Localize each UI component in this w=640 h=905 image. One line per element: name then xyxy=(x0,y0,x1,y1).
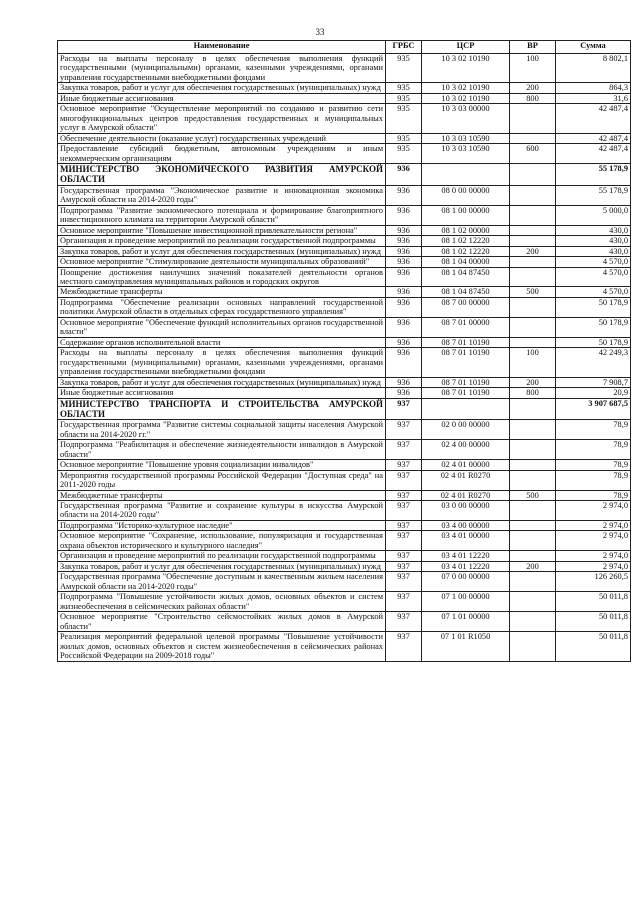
row-name: Основное мероприятие "Обеспечение функций исполнительных органов государственной власти" xyxy=(58,317,386,337)
row-grbs: 937 xyxy=(386,398,422,419)
row-sum: 430,0 xyxy=(556,236,631,246)
row-grbs: 936 xyxy=(386,164,422,185)
row-vr xyxy=(510,185,556,205)
row-csr: 08 1 04 87450 xyxy=(422,287,510,297)
table-row xyxy=(58,54,631,83)
row-name: Иные бюджетные ассигнования xyxy=(58,93,386,103)
table-row xyxy=(58,133,631,143)
row-csr: 03 4 01 00000 xyxy=(422,531,510,551)
table-row xyxy=(58,257,631,267)
row-csr: 03 4 01 12220 xyxy=(422,561,510,571)
row-grbs: 937 xyxy=(386,572,422,592)
row-grbs: 937 xyxy=(386,420,422,440)
table-row xyxy=(58,185,631,205)
row-vr xyxy=(510,267,556,287)
row-grbs: 936 xyxy=(386,185,422,205)
header-sum: Сумма xyxy=(556,41,631,54)
row-grbs: 937 xyxy=(386,632,422,661)
table-row xyxy=(58,246,631,256)
table-row xyxy=(58,440,631,460)
row-csr: 08 1 04 00000 xyxy=(422,257,510,267)
row-vr: 100 xyxy=(510,54,556,83)
row-name: Подпрограмма "Обеспечение реализации основных направлений государственной политики Амурской области в отдельных сферах государственного управления" xyxy=(58,297,386,317)
table-row xyxy=(58,287,631,297)
row-sum: 430,0 xyxy=(556,246,631,256)
row-sum: 2 974,0 xyxy=(556,551,631,561)
table-body xyxy=(58,54,631,662)
row-vr xyxy=(510,257,556,267)
row-csr: 10 3 02 10190 xyxy=(422,83,510,93)
row-sum: 20,9 xyxy=(556,388,631,398)
row-name: Организация и проведение мероприятий по реализации государственной подпрограммы xyxy=(58,236,386,246)
row-grbs: 937 xyxy=(386,561,422,571)
row-vr: 500 xyxy=(510,490,556,500)
row-csr: 08 7 01 10190 xyxy=(422,388,510,398)
row-vr xyxy=(510,337,556,347)
row-grbs: 937 xyxy=(386,531,422,551)
header-grbs: ГРБС xyxy=(386,41,422,54)
row-csr xyxy=(422,398,510,419)
row-csr: 02 4 01 R0270 xyxy=(422,490,510,500)
row-csr: 10 3 02 10190 xyxy=(422,93,510,103)
row-sum: 50 178,9 xyxy=(556,317,631,337)
table-row xyxy=(58,551,631,561)
table-row xyxy=(58,236,631,246)
row-sum: 126 260,5 xyxy=(556,572,631,592)
row-vr: 200 xyxy=(510,561,556,571)
table-row xyxy=(58,398,631,419)
row-grbs: 937 xyxy=(386,551,422,561)
row-vr xyxy=(510,632,556,661)
row-name: Подпрограмма "Развитие экономического потенциала и формирование благоприятного инвестиционного климата на территории Амурской области" xyxy=(58,205,386,225)
row-name: Иные бюджетные ассигнования xyxy=(58,388,386,398)
row-name: Государственная программа "Развитие и сохранение культуры в искусства Амурской области на 2014-2020 годы" xyxy=(58,501,386,521)
budget-table xyxy=(57,40,631,662)
row-grbs: 937 xyxy=(386,490,422,500)
row-sum: 78,9 xyxy=(556,490,631,500)
table-row xyxy=(58,388,631,398)
row-vr: 500 xyxy=(510,287,556,297)
row-grbs: 937 xyxy=(386,460,422,470)
row-csr: 08 1 02 00000 xyxy=(422,225,510,235)
row-vr xyxy=(510,612,556,632)
row-csr: 07 1 00 00000 xyxy=(422,592,510,612)
row-name: Мероприятия государственной программы Российской Федерации "Доступная среда" на 2011-2020 годы xyxy=(58,470,386,490)
row-grbs: 937 xyxy=(386,440,422,460)
row-vr xyxy=(510,205,556,225)
row-csr: 08 7 01 10190 xyxy=(422,348,510,377)
row-grbs: 936 xyxy=(386,317,422,337)
row-csr: 10 3 02 10190 xyxy=(422,54,510,83)
row-vr xyxy=(510,470,556,490)
row-sum: 4 570,0 xyxy=(556,287,631,297)
row-grbs: 935 xyxy=(386,83,422,93)
row-csr: 08 0 00 00000 xyxy=(422,185,510,205)
row-vr xyxy=(510,133,556,143)
table-row xyxy=(58,377,631,387)
row-vr xyxy=(510,501,556,521)
row-name: Основное мероприятие "Повышение уровня социализации инвалидов" xyxy=(58,460,386,470)
row-csr: 07 0 00 00000 xyxy=(422,572,510,592)
table-row xyxy=(58,470,631,490)
table-row xyxy=(58,531,631,551)
row-name: Основное мероприятие "Осуществление мероприятий по созданию и развитию сети многофункциональных центров предоставления государственных и муниципальных услуг в Амурской области" xyxy=(58,104,386,133)
row-sum: 42 249,3 xyxy=(556,348,631,377)
row-grbs: 936 xyxy=(386,297,422,317)
row-sum: 8 802,1 xyxy=(556,54,631,83)
row-grbs: 936 xyxy=(386,377,422,387)
row-grbs: 936 xyxy=(386,267,422,287)
row-name: Содержание органов исполнительной власти xyxy=(58,337,386,347)
row-sum: 78,9 xyxy=(556,470,631,490)
row-csr: 02 4 01 R0270 xyxy=(422,470,510,490)
row-name: Расходы на выплаты персоналу в целях обеспечения выполнения функций государственными (муниципальными) органами, казенными учреждениями, органами управления государственными внебюджетными фондами xyxy=(58,54,386,83)
table-row xyxy=(58,205,631,225)
row-grbs: 936 xyxy=(386,348,422,377)
row-name: Основное мероприятие "Строительство сейсмостойких жилых домов в Амурской области" xyxy=(58,612,386,632)
row-csr: 07 1 01 00000 xyxy=(422,612,510,632)
row-vr xyxy=(510,236,556,246)
row-vr xyxy=(510,420,556,440)
row-vr xyxy=(510,460,556,470)
table-row xyxy=(58,572,631,592)
row-sum: 42 487,4 xyxy=(556,133,631,143)
row-name: Подпрограмма "Историко-культурное наследие" xyxy=(58,520,386,530)
row-vr: 200 xyxy=(510,377,556,387)
row-name: Государственная программа "Обеспечение доступным и качественным жильем населения Амурской области на 2014-2020 годы" xyxy=(58,572,386,592)
row-vr xyxy=(510,398,556,419)
row-sum: 55 178,9 xyxy=(556,164,631,185)
row-sum: 2 974,0 xyxy=(556,531,631,551)
row-grbs: 936 xyxy=(386,225,422,235)
row-csr: 08 7 01 10190 xyxy=(422,377,510,387)
row-vr: 600 xyxy=(510,144,556,164)
row-csr: 08 1 02 12220 xyxy=(422,246,510,256)
row-name: МИНИСТЕРСТВО ТРАНСПОРТА И СТРОИТЕЛЬСТВА АМУРСКОЙ ОБЛАСТИ xyxy=(58,398,386,419)
table-row xyxy=(58,164,631,185)
row-sum: 50 011,8 xyxy=(556,632,631,661)
row-csr: 08 7 01 10190 xyxy=(422,337,510,347)
row-csr: 07 1 01 R1050 xyxy=(422,632,510,661)
row-name: Подпрограмма "Повышение устойчивости жилых домов, основных объектов и систем жизнеобеспечения в сейсмических районах области" xyxy=(58,592,386,612)
row-grbs: 936 xyxy=(386,337,422,347)
row-name: Основное мероприятие "Сохранение, использование, популяризация и государственная охрана объектов исторического и культурного наследия" xyxy=(58,531,386,551)
row-sum: 55 178,9 xyxy=(556,185,631,205)
row-sum: 4 570,0 xyxy=(556,257,631,267)
header-csr: ЦСР xyxy=(422,41,510,54)
table-row xyxy=(58,501,631,521)
row-grbs: 936 xyxy=(386,236,422,246)
row-sum: 50 178,9 xyxy=(556,297,631,317)
row-vr xyxy=(510,531,556,551)
row-sum: 4 570,0 xyxy=(556,267,631,287)
row-csr: 02 4 01 00000 xyxy=(422,460,510,470)
table-row xyxy=(58,93,631,103)
row-name: Государственная программа "Развитие системы социальной защиты населения Амурской области на 2014-2020 гг." xyxy=(58,420,386,440)
row-grbs: 937 xyxy=(386,470,422,490)
row-grbs: 937 xyxy=(386,520,422,530)
row-csr: 03 4 00 00000 xyxy=(422,520,510,530)
row-name: Закупка товаров, работ и услуг для обеспечения государственных (муниципальных) нужд xyxy=(58,83,386,93)
row-sum: 78,9 xyxy=(556,440,631,460)
row-name: Реализация мероприятий федеральной целевой программы "Повышение устойчивости жилых домов, основных объектов и систем жизнеобеспечения в сейсмических районах Российской Федерации на 2009-2018 годы" xyxy=(58,632,386,661)
row-name: Межбюджетные трансферты xyxy=(58,287,386,297)
row-csr: 08 1 02 12220 xyxy=(422,236,510,246)
row-sum: 50 011,8 xyxy=(556,592,631,612)
row-csr: 08 7 00 00000 xyxy=(422,297,510,317)
row-sum: 5 000,0 xyxy=(556,205,631,225)
row-grbs: 936 xyxy=(386,246,422,256)
row-name: Основное мероприятие "Стимулирование деятельности муниципальных образований" xyxy=(58,257,386,267)
table-row xyxy=(58,297,631,317)
row-name: Подпрограмма "Реабилитация и обеспечение жизнедеятельности инвалидов в Амурской области" xyxy=(58,440,386,460)
row-grbs: 936 xyxy=(386,388,422,398)
table-row xyxy=(58,420,631,440)
row-grbs: 937 xyxy=(386,592,422,612)
row-sum: 2 974,0 xyxy=(556,561,631,571)
header-name: Наименование xyxy=(58,41,386,54)
row-name: Расходы на выплаты персоналу в целях обеспечения выполнения функций государственными (муниципальными) органами, казенными учреждениями, органами управления государственными внебюджетными фондами xyxy=(58,348,386,377)
row-csr: 08 1 04 87450 xyxy=(422,267,510,287)
row-sum: 864,3 xyxy=(556,83,631,93)
table-row xyxy=(58,337,631,347)
row-name: Государственная программа "Экономическое развитие и инновационная экономика Амурской области на 2014-2020 годы" xyxy=(58,185,386,205)
row-grbs: 935 xyxy=(386,144,422,164)
row-sum: 78,9 xyxy=(556,460,631,470)
row-name: Закупка товаров, работ и услуг для обеспечения государственных (муниципальных) нужд xyxy=(58,561,386,571)
row-sum: 3 907 687,5 xyxy=(556,398,631,419)
row-vr xyxy=(510,104,556,133)
page-number: 33 xyxy=(315,27,325,37)
row-vr: 800 xyxy=(510,388,556,398)
row-csr: 02 0 00 00000 xyxy=(422,420,510,440)
row-csr: 10 3 03 10590 xyxy=(422,144,510,164)
row-sum: 50 011,8 xyxy=(556,612,631,632)
row-sum: 430,0 xyxy=(556,225,631,235)
row-grbs: 935 xyxy=(386,133,422,143)
row-sum: 2 974,0 xyxy=(556,520,631,530)
row-vr xyxy=(510,551,556,561)
row-csr: 02 4 00 00000 xyxy=(422,440,510,460)
row-csr xyxy=(422,164,510,185)
table-row xyxy=(58,225,631,235)
row-vr: 200 xyxy=(510,83,556,93)
row-vr xyxy=(510,440,556,460)
row-csr: 10 3 03 10590 xyxy=(422,133,510,143)
row-vr: 100 xyxy=(510,348,556,377)
table-row xyxy=(58,348,631,377)
row-name: Основное мероприятие "Повышение инвестиционной привлекательности региона" xyxy=(58,225,386,235)
row-csr: 10 3 03 00000 xyxy=(422,104,510,133)
table-row xyxy=(58,490,631,500)
row-sum: 78,9 xyxy=(556,420,631,440)
row-name: Закупка товаров, работ и услуг для обеспечения государственных (муниципальных) нужд xyxy=(58,246,386,256)
row-vr xyxy=(510,225,556,235)
table-row xyxy=(58,104,631,133)
row-name: Предоставление субсидий бюджетным, автономным учреждениям и иным некоммерческим организациям xyxy=(58,144,386,164)
row-name: Межбюджетные трансферты xyxy=(58,490,386,500)
row-csr: 03 4 01 12220 xyxy=(422,551,510,561)
row-grbs: 936 xyxy=(386,257,422,267)
table-row xyxy=(58,317,631,337)
table-row xyxy=(58,267,631,287)
row-vr: 800 xyxy=(510,93,556,103)
row-grbs: 936 xyxy=(386,287,422,297)
row-vr xyxy=(510,317,556,337)
table-row xyxy=(58,592,631,612)
row-name: МИНИСТЕРСТВО ЭКОНОМИЧЕСКОГО РАЗВИТИЯ АМУРСКОЙ ОБЛАСТИ xyxy=(58,164,386,185)
row-grbs: 935 xyxy=(386,104,422,133)
row-sum: 42 487,4 xyxy=(556,144,631,164)
row-csr: 03 0 00 00000 xyxy=(422,501,510,521)
row-vr xyxy=(510,164,556,185)
row-grbs: 937 xyxy=(386,612,422,632)
table-row xyxy=(58,632,631,661)
row-vr: 200 xyxy=(510,246,556,256)
row-grbs: 937 xyxy=(386,501,422,521)
row-sum: 50 178,9 xyxy=(556,337,631,347)
row-sum: 31,6 xyxy=(556,93,631,103)
table-row xyxy=(58,520,631,530)
row-sum: 2 974,0 xyxy=(556,501,631,521)
row-sum: 42 487,4 xyxy=(556,104,631,133)
table-row xyxy=(58,561,631,571)
row-csr: 08 1 00 00000 xyxy=(422,205,510,225)
table-row xyxy=(58,83,631,93)
row-vr xyxy=(510,297,556,317)
table-row xyxy=(58,612,631,632)
header-vr: ВР xyxy=(510,41,556,54)
table-row xyxy=(58,144,631,164)
row-name: Закупка товаров, работ и услуг для обеспечения государственных (муниципальных) нужд xyxy=(58,377,386,387)
row-grbs: 936 xyxy=(386,205,422,225)
row-name: Обеспечение деятельности (оказание услуг) государственных учреждений xyxy=(58,133,386,143)
row-csr: 08 7 01 00000 xyxy=(422,317,510,337)
row-sum: 7 908,7 xyxy=(556,377,631,387)
table-row xyxy=(58,460,631,470)
row-vr xyxy=(510,572,556,592)
row-name: Поощрение достижения наилучших значений показателей деятельности органов местного самоуправления муниципальных районов и городских округов xyxy=(58,267,386,287)
row-vr xyxy=(510,592,556,612)
row-vr xyxy=(510,520,556,530)
row-name: Организация и проведение мероприятий по реализации государственной подпрограммы xyxy=(58,551,386,561)
table-header-row xyxy=(58,41,631,54)
row-grbs: 935 xyxy=(386,93,422,103)
row-grbs: 935 xyxy=(386,54,422,83)
